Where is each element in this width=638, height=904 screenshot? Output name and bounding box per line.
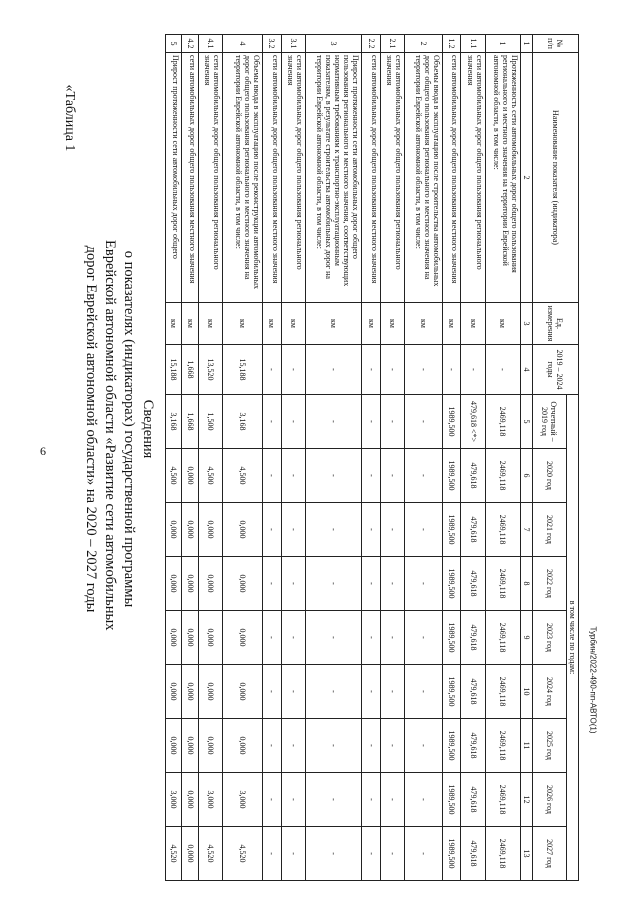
value-cell: 1989,500 [442, 503, 461, 557]
value-cell: - [380, 719, 405, 773]
indicator-name: сети автомобильных дорог общего пользования регионального значения [198, 53, 223, 303]
value-cell: 1989,500 [442, 719, 461, 773]
row-number: 2.2 [362, 35, 381, 53]
value-cell: - [405, 665, 442, 719]
footer-code [587, 470, 599, 890]
header-name: Наименование показателя (индикатора) [533, 53, 579, 303]
row-number: 3.1 [281, 35, 306, 53]
row-number: 5 [166, 35, 182, 53]
value-cell: - [281, 345, 306, 395]
table-row [182, 35, 198, 881]
value-cell: - [405, 345, 442, 395]
value-cell: - [380, 665, 405, 719]
value-cell: 0,000 [223, 557, 263, 611]
value-cell: 0,000 [182, 557, 198, 611]
row-number: 4.2 [182, 35, 198, 53]
value-cell: - [306, 557, 362, 611]
page-number: 6 [40, 444, 46, 458]
value-cell: - [281, 503, 306, 557]
value-cell: 0,000 [182, 611, 198, 665]
table-row [306, 35, 362, 881]
value-cell: - [362, 449, 381, 503]
indicator-name: сети автомобильных дорог общего пользования регионального значения [461, 53, 486, 303]
table-row [223, 35, 263, 881]
value-cell: 2469,118 [485, 503, 520, 557]
header-index: 1 [521, 35, 533, 53]
document-title [73, 240, 157, 631]
value-cell: 4,520 [223, 827, 263, 881]
value-cell: 0,000 [198, 611, 223, 665]
unit-cell: км [380, 303, 405, 345]
table-row [198, 35, 223, 881]
value-cell: - [281, 773, 306, 827]
value-cell: 3,000 [198, 773, 223, 827]
header-year: 2022 год [533, 557, 567, 611]
header-year: 2023 год [533, 611, 567, 665]
value-cell: - [306, 773, 362, 827]
value-cell: - [405, 395, 442, 449]
row-number: 3 [306, 35, 362, 53]
value-cell: 479,618 [461, 503, 486, 557]
value-cell: 0,000 [166, 557, 182, 611]
indicator-name: Протяженность сети автомобильных дорог общего пользования регионального и местного значения на территории Еврейской автономной области, в том числе: [485, 53, 520, 303]
header-index: 12 [521, 773, 533, 827]
title-line: дорог Еврейской автономной области» на 2020 – 2027 годы [83, 245, 99, 613]
unit-cell: км [362, 303, 381, 345]
table-row [405, 35, 442, 881]
value-cell: - [263, 345, 282, 395]
value-cell: 2469,118 [485, 557, 520, 611]
value-cell: 15,188 [223, 345, 263, 395]
value-cell: - [362, 503, 381, 557]
indicator-name: сети автомобильных дорог общего пользования регионального значения [281, 53, 306, 303]
unit-cell: км [223, 303, 263, 345]
value-cell: 2469,118 [485, 719, 520, 773]
value-cell: - [362, 345, 381, 395]
value-cell: - [380, 611, 405, 665]
header-year: Отчетный – 2019 год [533, 395, 567, 449]
header-index: 5 [521, 395, 533, 449]
header-year: 2027 год [533, 827, 567, 881]
row-number: 1.2 [442, 35, 461, 53]
indicator-name: Объемы ввода в эксплуатацию после строительства автомобильных дорог общего пользования регионального и местного значения на территории Еврейской автономной области, в том числе: [405, 53, 442, 303]
value-cell: - [405, 449, 442, 503]
value-cell: 15,188 [166, 345, 182, 395]
value-cell: - [405, 611, 442, 665]
table-row [442, 35, 461, 881]
value-cell: - [281, 395, 306, 449]
value-cell: 1989,500 [442, 395, 461, 449]
table-row [380, 35, 405, 881]
value-cell: - [362, 395, 381, 449]
value-cell: - [380, 827, 405, 881]
header-index: 8 [521, 557, 533, 611]
value-cell: 479,618 <*> [461, 395, 486, 449]
header-year: 2025 год [533, 719, 567, 773]
value-cell: 0,000 [182, 503, 198, 557]
value-cell: 4,500 [223, 449, 263, 503]
value-cell: - [263, 827, 282, 881]
value-cell: 0,000 [223, 611, 263, 665]
unit-cell: км [198, 303, 223, 345]
value-cell: 0,000 [166, 665, 182, 719]
value-cell: - [485, 345, 520, 395]
header-period: 2019 – 2024 годы [533, 345, 579, 395]
value-cell: - [306, 503, 362, 557]
indicator-name: Прирост протяженности сети автомобильных дорог общего пользования регионального и местного значения, соответствующих нормативным требованиям к транспортно-эксплуатационным показателям, в результате строительства автомобильных дорог на территории Еврейской автономной области, в том числе: [306, 53, 362, 303]
value-cell: 2469,118 [485, 395, 520, 449]
indicator-name: Прирост протяженности сети автомобильных дорог общего [166, 53, 182, 303]
value-cell: - [306, 345, 362, 395]
value-cell: - [306, 395, 362, 449]
value-cell: 1989,500 [442, 449, 461, 503]
value-cell: 1989,500 [442, 557, 461, 611]
row-number: 4.1 [198, 35, 223, 53]
unit-cell: км [166, 303, 182, 345]
header-index: 4 [521, 345, 533, 395]
value-cell: 1989,500 [442, 827, 461, 881]
row-number: 4 [223, 35, 263, 53]
header-index: 9 [521, 611, 533, 665]
header-year: 2026 год [533, 773, 567, 827]
table-row [485, 35, 520, 881]
header-index: 11 [521, 719, 533, 773]
value-cell: - [362, 665, 381, 719]
header-index: 7 [521, 503, 533, 557]
value-cell: 1,668 [182, 395, 198, 449]
value-cell: 0,000 [182, 449, 198, 503]
value-cell: - [362, 557, 381, 611]
value-cell: - [405, 503, 442, 557]
value-cell: 479,618 [461, 665, 486, 719]
value-cell: - [380, 449, 405, 503]
value-cell: - [281, 611, 306, 665]
header-index: 10 [521, 665, 533, 719]
table-row [263, 35, 282, 881]
value-cell: 479,618 [461, 719, 486, 773]
value-cell: - [263, 665, 282, 719]
value-cell: 1989,500 [442, 611, 461, 665]
value-cell: - [306, 665, 362, 719]
footer-text: Турбин/2022-490-пп-АВТО(1) [588, 626, 598, 734]
value-cell: 0,000 [223, 665, 263, 719]
value-cell: - [281, 827, 306, 881]
value-cell: 0,000 [182, 827, 198, 881]
value-cell: 3,168 [166, 395, 182, 449]
table-row [362, 35, 381, 881]
value-cell: 4,500 [198, 449, 223, 503]
value-cell: - [380, 345, 405, 395]
unit-cell: км [306, 303, 362, 345]
value-cell: - [362, 611, 381, 665]
value-cell: - [263, 503, 282, 557]
value-cell: - [380, 773, 405, 827]
header-year: 2021 год [533, 503, 567, 557]
row-number: 2 [405, 35, 442, 53]
table-row [461, 35, 486, 881]
value-cell: - [306, 719, 362, 773]
value-cell: 0,000 [166, 611, 182, 665]
value-cell: 0,000 [198, 503, 223, 557]
table-label-text: «Таблица 1 [62, 84, 77, 152]
row-number: 1.1 [461, 35, 486, 53]
value-cell: 0,000 [166, 719, 182, 773]
title-line: Сведения [140, 399, 156, 459]
value-cell: 0,000 [223, 503, 263, 557]
value-cell: 3,000 [166, 773, 182, 827]
table-row [281, 35, 306, 881]
value-cell: 0,000 [198, 557, 223, 611]
value-cell: - [306, 827, 362, 881]
value-cell: - [306, 449, 362, 503]
value-cell: - [263, 395, 282, 449]
header-unit: Ед. измерения [533, 303, 579, 345]
value-cell: 0,000 [198, 665, 223, 719]
header-index: 3 [521, 303, 533, 345]
value-cell: - [380, 503, 405, 557]
value-cell: 0,000 [182, 773, 198, 827]
value-cell: - [405, 773, 442, 827]
value-cell: 0,000 [198, 719, 223, 773]
title-line: Еврейской автономной области «Развитие сети автомобильных [102, 240, 118, 631]
indicator-name: Объемы ввода в эксплуатацию после реконструкции автомобильных дорог общего пользования регионального и местного значения на территории Еврейской автономной области, в том числе: [223, 53, 263, 303]
value-cell: 1989,500 [442, 773, 461, 827]
header-index: 2 [521, 53, 533, 303]
value-cell: 4,520 [198, 827, 223, 881]
value-cell: 479,618 [461, 449, 486, 503]
value-cell: 3,168 [223, 395, 263, 449]
value-cell: 4,500 [166, 449, 182, 503]
table-label [58, 63, 80, 173]
header-group: в том числе по годам: [567, 395, 579, 881]
value-cell: - [442, 345, 461, 395]
value-cell: 1,500 [198, 395, 223, 449]
unit-cell: км [442, 303, 461, 345]
value-cell: 1,668 [182, 345, 198, 395]
value-cell: - [281, 665, 306, 719]
value-cell: - [362, 773, 381, 827]
indicator-name: сети автомобильных дорог общего пользования местного значения [182, 53, 198, 303]
value-cell: - [306, 611, 362, 665]
indicator-name: сети автомобильных дорог общего пользования местного значения [442, 53, 461, 303]
row-number: 3.2 [263, 35, 282, 53]
header-year: 2020 год [533, 449, 567, 503]
indicator-name: сети автомобильных дорог общего пользования местного значения [263, 53, 282, 303]
value-cell: 479,618 [461, 557, 486, 611]
indicator-name: сети автомобильных дорог общего пользования регионального значения [380, 53, 405, 303]
unit-cell: км [182, 303, 198, 345]
value-cell: - [405, 557, 442, 611]
value-cell: - [461, 345, 486, 395]
row-number: 1 [485, 35, 520, 53]
value-cell: - [281, 719, 306, 773]
value-cell: 1989,500 [442, 665, 461, 719]
indicators-table-container [165, 34, 579, 880]
row-number: 2.1 [380, 35, 405, 53]
value-cell: 4,520 [166, 827, 182, 881]
unit-cell: км [263, 303, 282, 345]
unit-cell: км [461, 303, 486, 345]
value-cell: 13,520 [198, 345, 223, 395]
value-cell: 0,000 [223, 719, 263, 773]
indicator-name: сети автомобильных дорог общего пользования местного значения [362, 53, 381, 303]
header-index: 13 [521, 827, 533, 881]
value-cell: 479,618 [461, 827, 486, 881]
unit-cell: км [405, 303, 442, 345]
value-cell: - [362, 827, 381, 881]
table-row [166, 35, 182, 881]
value-cell: 0,000 [182, 719, 198, 773]
value-cell: 2469,118 [485, 665, 520, 719]
value-cell: 2469,118 [485, 611, 520, 665]
value-cell: - [362, 719, 381, 773]
value-cell: - [405, 827, 442, 881]
value-cell: 2469,118 [485, 827, 520, 881]
value-cell: - [263, 611, 282, 665]
indicators-table [165, 34, 579, 881]
value-cell: - [380, 557, 405, 611]
value-cell: - [263, 557, 282, 611]
value-cell: - [263, 449, 282, 503]
value-cell: - [263, 773, 282, 827]
value-cell: - [281, 449, 306, 503]
unit-cell: км [485, 303, 520, 345]
value-cell: 479,618 [461, 611, 486, 665]
header-num: № п/п [533, 35, 579, 53]
unit-cell: км [281, 303, 306, 345]
value-cell: 479,618 [461, 773, 486, 827]
value-cell: - [281, 557, 306, 611]
value-cell: 2469,118 [485, 773, 520, 827]
value-cell: - [263, 719, 282, 773]
header-year: 2024 год [533, 665, 567, 719]
title-line: о показателях (индикаторах) государственной программы [121, 250, 137, 608]
header-index: 6 [521, 449, 533, 503]
value-cell: 2469,118 [485, 449, 520, 503]
value-cell: 0,000 [182, 665, 198, 719]
value-cell: - [405, 719, 442, 773]
value-cell: - [380, 395, 405, 449]
value-cell: 3,000 [223, 773, 263, 827]
value-cell: 0,000 [166, 503, 182, 557]
